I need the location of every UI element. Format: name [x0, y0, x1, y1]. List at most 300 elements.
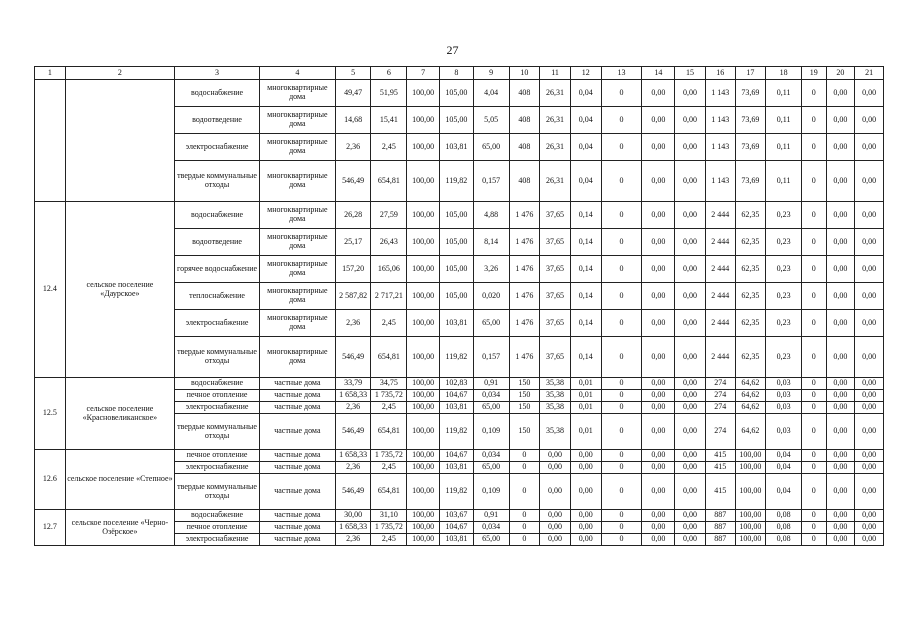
value-cell: 0,14	[570, 202, 601, 229]
value-cell: 0,00	[540, 534, 571, 546]
value-cell: 0,01	[570, 378, 601, 390]
page-number: 27	[446, 43, 459, 57]
value-cell: 157,20	[335, 256, 371, 283]
value-cell: 26,31	[540, 107, 571, 134]
value-cell: 2 444	[705, 283, 735, 310]
value-cell: 0,109	[473, 414, 509, 450]
value-cell: 0	[601, 337, 642, 378]
value-cell: 0,00	[642, 402, 675, 414]
value-cell: 1 735,72	[371, 390, 407, 402]
value-cell: 0	[601, 310, 642, 337]
value-cell: 0	[601, 134, 642, 161]
value-cell: 0,04	[766, 474, 802, 510]
value-cell: 100,00	[407, 161, 440, 202]
value-cell: 27,59	[371, 202, 407, 229]
service-cell: твердые коммунальные отходы	[175, 414, 260, 450]
value-cell: 34,75	[371, 378, 407, 390]
value-cell: 37,65	[540, 202, 571, 229]
value-cell: 119,82	[440, 474, 474, 510]
value-cell: 0,00	[540, 510, 571, 522]
value-cell: 4,88	[473, 202, 509, 229]
column-header: 9	[473, 67, 509, 80]
value-cell: 35,38	[540, 402, 571, 414]
value-cell: 887	[705, 522, 735, 534]
value-cell: 0	[801, 378, 826, 390]
column-header: 10	[509, 67, 540, 80]
value-cell: 0,23	[766, 337, 802, 378]
value-cell: 2,36	[335, 534, 371, 546]
value-cell: 100,00	[407, 522, 440, 534]
housing-type-cell: многоквартирные дома	[260, 229, 336, 256]
value-cell: 0,00	[855, 402, 884, 414]
value-cell: 0	[509, 450, 540, 462]
value-cell: 103,81	[440, 310, 474, 337]
value-cell: 0,00	[642, 510, 675, 522]
column-header: 21	[855, 67, 884, 80]
housing-type-cell: частные дома	[260, 510, 336, 522]
value-cell: 103,81	[440, 462, 474, 474]
value-cell: 150	[509, 414, 540, 450]
settlement-name	[65, 80, 174, 202]
value-cell: 0,00	[855, 462, 884, 474]
value-cell: 0,14	[570, 337, 601, 378]
value-cell: 0,00	[675, 107, 706, 134]
service-cell: печное отопление	[175, 390, 260, 402]
service-cell: электроснабжение	[175, 134, 260, 161]
value-cell: 415	[705, 450, 735, 462]
value-cell: 2,36	[335, 462, 371, 474]
value-cell: 0,00	[855, 256, 884, 283]
value-cell: 0,00	[642, 474, 675, 510]
value-cell: 0,00	[642, 256, 675, 283]
housing-type-cell: частные дома	[260, 378, 336, 390]
group-number: 12.4	[35, 202, 66, 378]
value-cell: 0,00	[642, 390, 675, 402]
value-cell: 0,00	[675, 229, 706, 256]
value-cell: 1 476	[509, 337, 540, 378]
value-cell: 0,00	[855, 450, 884, 462]
column-header: 12	[570, 67, 601, 80]
service-cell: твердые коммунальные отходы	[175, 161, 260, 202]
value-cell: 0,03	[766, 414, 802, 450]
value-cell: 100,00	[407, 202, 440, 229]
value-cell: 0,00	[675, 337, 706, 378]
housing-type-cell: частные дома	[260, 522, 336, 534]
value-cell: 654,81	[371, 161, 407, 202]
service-cell: водоснабжение	[175, 202, 260, 229]
value-cell: 0,00	[642, 522, 675, 534]
value-cell: 64,62	[735, 414, 766, 450]
column-header: 14	[642, 67, 675, 80]
value-cell: 0,03	[766, 378, 802, 390]
value-cell: 0	[601, 462, 642, 474]
value-cell: 1 476	[509, 256, 540, 283]
value-cell: 274	[705, 378, 735, 390]
value-cell: 2,45	[371, 462, 407, 474]
service-cell: электроснабжение	[175, 534, 260, 546]
value-cell: 0,00	[826, 161, 855, 202]
value-cell: 73,69	[735, 161, 766, 202]
value-cell: 100,00	[735, 474, 766, 510]
housing-type-cell: многоквартирные дома	[260, 80, 336, 107]
housing-type-cell: многоквартирные дома	[260, 134, 336, 161]
value-cell: 0	[601, 283, 642, 310]
value-cell: 100,00	[407, 402, 440, 414]
housing-type-cell: частные дома	[260, 534, 336, 546]
value-cell: 0,00	[540, 450, 571, 462]
value-cell: 105,00	[440, 283, 474, 310]
value-cell: 0,11	[766, 107, 802, 134]
value-cell: 100,00	[407, 510, 440, 522]
value-cell: 0,14	[570, 229, 601, 256]
value-cell: 0	[601, 510, 642, 522]
value-cell: 887	[705, 510, 735, 522]
column-header: 7	[407, 67, 440, 80]
value-cell: 0	[509, 474, 540, 510]
value-cell: 0	[601, 390, 642, 402]
value-cell: 0,00	[675, 161, 706, 202]
value-cell: 26,31	[540, 80, 571, 107]
value-cell: 100,00	[407, 80, 440, 107]
value-cell: 0	[801, 202, 826, 229]
value-cell: 0,00	[855, 134, 884, 161]
value-cell: 2,36	[335, 310, 371, 337]
value-cell: 37,65	[540, 229, 571, 256]
tariff-table	[34, 66, 884, 546]
group-number: 12.7	[35, 510, 66, 546]
value-cell: 0	[801, 337, 826, 378]
value-cell: 0,14	[570, 283, 601, 310]
service-cell: электроснабжение	[175, 402, 260, 414]
value-cell: 104,67	[440, 522, 474, 534]
value-cell: 0,00	[855, 378, 884, 390]
value-cell: 1 476	[509, 202, 540, 229]
value-cell: 274	[705, 390, 735, 402]
value-cell: 0	[801, 510, 826, 522]
value-cell: 103,81	[440, 534, 474, 546]
value-cell: 0,01	[570, 402, 601, 414]
value-cell: 0,00	[826, 283, 855, 310]
value-cell: 31,10	[371, 510, 407, 522]
value-cell: 100,00	[407, 283, 440, 310]
value-cell: 0,00	[826, 522, 855, 534]
value-cell: 100,00	[407, 337, 440, 378]
value-cell: 408	[509, 80, 540, 107]
value-cell: 0,157	[473, 337, 509, 378]
value-cell: 0	[509, 522, 540, 534]
value-cell: 0	[801, 474, 826, 510]
value-cell: 415	[705, 462, 735, 474]
housing-type-cell: многоквартирные дома	[260, 256, 336, 283]
value-cell: 62,35	[735, 256, 766, 283]
housing-type-cell: частные дома	[260, 414, 336, 450]
group-number: 12.6	[35, 450, 66, 510]
column-header: 4	[260, 67, 336, 80]
value-cell: 2,45	[371, 310, 407, 337]
housing-type-cell: многоквартирные дома	[260, 161, 336, 202]
value-cell: 2 444	[705, 337, 735, 378]
value-cell: 0,23	[766, 202, 802, 229]
value-cell: 0,00	[855, 80, 884, 107]
value-cell: 104,67	[440, 390, 474, 402]
value-cell: 0,00	[642, 202, 675, 229]
value-cell: 62,35	[735, 310, 766, 337]
value-cell: 0	[601, 107, 642, 134]
value-cell: 0,00	[570, 522, 601, 534]
value-cell: 0,00	[826, 450, 855, 462]
value-cell: 0,00	[570, 462, 601, 474]
value-cell: 0	[801, 462, 826, 474]
value-cell: 0,109	[473, 474, 509, 510]
housing-type-cell: многоквартирные дома	[260, 107, 336, 134]
value-cell: 35,38	[540, 414, 571, 450]
value-cell: 0	[601, 450, 642, 462]
service-cell: водоснабжение	[175, 378, 260, 390]
value-cell: 100,00	[735, 450, 766, 462]
value-cell: 0,00	[570, 534, 601, 546]
value-cell: 0,91	[473, 378, 509, 390]
value-cell: 1 476	[509, 229, 540, 256]
value-cell: 1 143	[705, 134, 735, 161]
value-cell: 150	[509, 402, 540, 414]
value-cell: 0	[601, 522, 642, 534]
value-cell: 119,82	[440, 337, 474, 378]
value-cell: 0,00	[675, 450, 706, 462]
value-cell: 0,00	[855, 283, 884, 310]
value-cell: 100,00	[735, 522, 766, 534]
value-cell: 0,00	[540, 522, 571, 534]
value-cell: 37,65	[540, 337, 571, 378]
value-cell: 100,00	[407, 229, 440, 256]
value-cell: 546,49	[335, 337, 371, 378]
value-cell: 0,00	[642, 80, 675, 107]
value-cell: 546,49	[335, 474, 371, 510]
service-cell: теплоснабжение	[175, 283, 260, 310]
value-cell: 0,00	[826, 390, 855, 402]
value-cell: 0,00	[642, 450, 675, 462]
value-cell: 0,00	[826, 378, 855, 390]
value-cell: 0,00	[675, 402, 706, 414]
group-number: 12.5	[35, 378, 66, 450]
value-cell: 0,00	[855, 161, 884, 202]
value-cell: 0	[801, 522, 826, 534]
header-row	[35, 67, 884, 80]
value-cell: 0,11	[766, 134, 802, 161]
value-cell: 0,00	[642, 310, 675, 337]
value-cell: 102,83	[440, 378, 474, 390]
value-cell: 100,00	[407, 390, 440, 402]
value-cell: 0,00	[570, 450, 601, 462]
value-cell: 0,00	[642, 414, 675, 450]
value-cell: 0,034	[473, 522, 509, 534]
value-cell: 2,36	[335, 134, 371, 161]
value-cell: 65,00	[473, 134, 509, 161]
value-cell: 103,81	[440, 134, 474, 161]
service-cell: электроснабжение	[175, 462, 260, 474]
value-cell: 100,00	[407, 378, 440, 390]
value-cell: 2 444	[705, 202, 735, 229]
value-cell: 0,04	[570, 80, 601, 107]
value-cell: 0,01	[570, 390, 601, 402]
value-cell: 0	[509, 510, 540, 522]
value-cell: 73,69	[735, 107, 766, 134]
value-cell: 408	[509, 134, 540, 161]
value-cell: 0,00	[570, 474, 601, 510]
housing-type-cell: многоквартирные дома	[260, 202, 336, 229]
table-body	[35, 80, 884, 546]
value-cell: 274	[705, 402, 735, 414]
value-cell: 408	[509, 107, 540, 134]
table-row	[35, 510, 884, 522]
value-cell: 65,00	[473, 402, 509, 414]
value-cell: 100,00	[407, 134, 440, 161]
settlement-name: сельское поселение «Красновеликанское»	[65, 378, 174, 450]
value-cell: 0	[801, 80, 826, 107]
table-row	[35, 80, 884, 107]
value-cell: 62,35	[735, 202, 766, 229]
value-cell: 546,49	[335, 161, 371, 202]
value-cell: 2,45	[371, 534, 407, 546]
value-cell: 887	[705, 534, 735, 546]
value-cell: 0	[601, 256, 642, 283]
column-header: 3	[175, 67, 260, 80]
value-cell: 0,00	[826, 256, 855, 283]
value-cell: 0,08	[766, 510, 802, 522]
value-cell: 0,157	[473, 161, 509, 202]
value-cell: 1 476	[509, 283, 540, 310]
value-cell: 0,00	[675, 390, 706, 402]
value-cell: 0,00	[826, 80, 855, 107]
housing-type-cell: частные дома	[260, 450, 336, 462]
settlement-name: сельское поселение «Черно-Озёрское»	[65, 510, 174, 546]
value-cell: 0	[801, 229, 826, 256]
service-cell: твердые коммунальные отходы	[175, 337, 260, 378]
value-cell: 105,00	[440, 256, 474, 283]
value-cell: 25,17	[335, 229, 371, 256]
housing-type-cell: многоквартирные дома	[260, 337, 336, 378]
value-cell: 0,04	[766, 462, 802, 474]
value-cell: 0,23	[766, 229, 802, 256]
value-cell: 654,81	[371, 337, 407, 378]
value-cell: 100,00	[735, 510, 766, 522]
column-header: 19	[801, 67, 826, 80]
value-cell: 2,36	[335, 402, 371, 414]
service-cell: водоотведение	[175, 229, 260, 256]
value-cell: 0,23	[766, 283, 802, 310]
value-cell: 64,62	[735, 390, 766, 402]
value-cell: 0	[509, 534, 540, 546]
value-cell: 0,00	[642, 107, 675, 134]
value-cell: 100,00	[407, 107, 440, 134]
service-cell: водоснабжение	[175, 510, 260, 522]
value-cell: 0	[801, 402, 826, 414]
service-cell: печное отопление	[175, 450, 260, 462]
value-cell: 0,00	[855, 534, 884, 546]
value-cell: 100,00	[407, 450, 440, 462]
value-cell: 2 717,21	[371, 283, 407, 310]
column-header: 18	[766, 67, 802, 80]
value-cell: 654,81	[371, 414, 407, 450]
value-cell: 0,00	[642, 161, 675, 202]
value-cell: 0,00	[642, 283, 675, 310]
value-cell: 0	[509, 462, 540, 474]
value-cell: 14,68	[335, 107, 371, 134]
value-cell: 100,00	[407, 310, 440, 337]
value-cell: 408	[509, 161, 540, 202]
value-cell: 103,81	[440, 402, 474, 414]
value-cell: 0,00	[855, 510, 884, 522]
value-cell: 1 143	[705, 107, 735, 134]
value-cell: 64,62	[735, 378, 766, 390]
housing-type-cell: частные дома	[260, 474, 336, 510]
value-cell: 0,00	[826, 534, 855, 546]
value-cell: 0,00	[826, 402, 855, 414]
group-number	[35, 80, 66, 202]
value-cell: 73,69	[735, 134, 766, 161]
value-cell: 0,00	[675, 256, 706, 283]
value-cell: 26,31	[540, 134, 571, 161]
value-cell: 37,65	[540, 256, 571, 283]
housing-type-cell: многоквартирные дома	[260, 283, 336, 310]
value-cell: 0	[801, 414, 826, 450]
value-cell: 0,91	[473, 510, 509, 522]
housing-type-cell: многоквартирные дома	[260, 310, 336, 337]
value-cell: 0	[801, 310, 826, 337]
value-cell: 105,00	[440, 107, 474, 134]
value-cell: 1 658,33	[335, 450, 371, 462]
column-header: 13	[601, 67, 642, 80]
value-cell: 1 143	[705, 80, 735, 107]
value-cell: 0	[801, 256, 826, 283]
value-cell: 0,08	[766, 534, 802, 546]
value-cell: 0,00	[855, 390, 884, 402]
value-cell: 0	[601, 229, 642, 256]
service-cell: горячее водоснабжение	[175, 256, 260, 283]
column-header: 8	[440, 67, 474, 80]
value-cell: 3,26	[473, 256, 509, 283]
value-cell: 4,04	[473, 80, 509, 107]
value-cell: 1 658,33	[335, 390, 371, 402]
value-cell: 0,23	[766, 256, 802, 283]
value-cell: 0,00	[826, 107, 855, 134]
value-cell: 100,00	[735, 534, 766, 546]
value-cell: 0	[601, 161, 642, 202]
value-cell: 35,38	[540, 378, 571, 390]
service-cell: твердые коммунальные отходы	[175, 474, 260, 510]
value-cell: 0,00	[855, 337, 884, 378]
value-cell: 65,00	[473, 534, 509, 546]
value-cell: 37,65	[540, 310, 571, 337]
value-cell: 0	[601, 414, 642, 450]
value-cell: 654,81	[371, 474, 407, 510]
value-cell: 100,00	[407, 462, 440, 474]
value-cell: 49,47	[335, 80, 371, 107]
value-cell: 65,00	[473, 462, 509, 474]
value-cell: 0	[801, 450, 826, 462]
value-cell: 0	[601, 402, 642, 414]
value-cell: 0,03	[766, 390, 802, 402]
value-cell: 0,00	[570, 510, 601, 522]
value-cell: 62,35	[735, 229, 766, 256]
value-cell: 0,11	[766, 80, 802, 107]
service-cell: водоотведение	[175, 107, 260, 134]
value-cell: 0,034	[473, 390, 509, 402]
value-cell: 0,00	[675, 80, 706, 107]
value-cell: 0,00	[826, 414, 855, 450]
value-cell: 0,00	[855, 229, 884, 256]
column-header: 20	[826, 67, 855, 80]
value-cell: 103,67	[440, 510, 474, 522]
